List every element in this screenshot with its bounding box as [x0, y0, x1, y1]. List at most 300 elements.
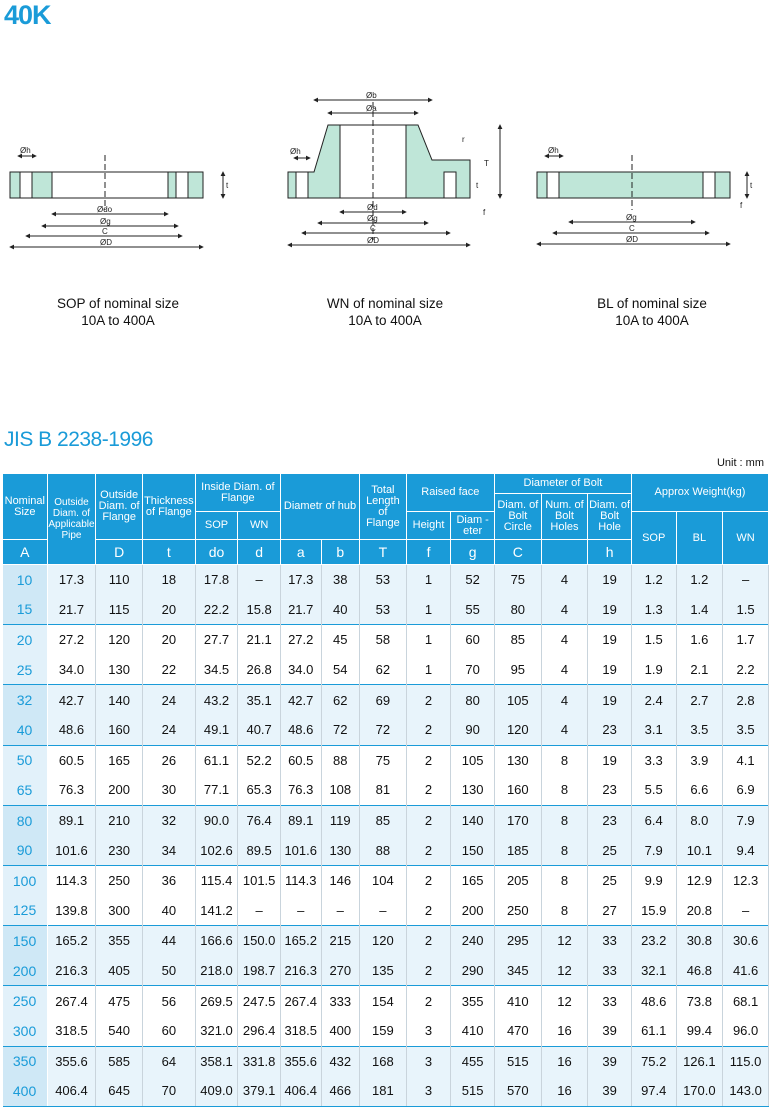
table-cell: 247.5: [238, 986, 281, 1016]
table-cell: 146: [321, 865, 360, 895]
table-cell: 400: [321, 1016, 360, 1046]
table-cell: 53: [360, 565, 407, 595]
table-cell: 22.2: [195, 595, 238, 625]
table-cell: 9.4: [723, 835, 769, 865]
th-weight: Approx Weight(kg): [631, 474, 768, 512]
th-num-holes: Num. of Bolt Holes: [541, 494, 588, 540]
table-cell: 16: [541, 1076, 588, 1106]
wn-a-label: Øa: [366, 104, 377, 113]
table-cell: 250: [494, 896, 541, 926]
table-cell: 40.7: [238, 715, 281, 745]
flange-diagrams: [0, 80, 770, 280]
table-cell: 105: [494, 685, 541, 715]
table-cell: 1: [406, 595, 451, 625]
table-cell: 1.9: [631, 655, 676, 685]
table-cell: 4: [541, 715, 588, 745]
bl-g-label: Øg: [626, 213, 637, 222]
table-cell: 120: [360, 926, 407, 956]
table-cell: 81: [360, 775, 407, 805]
table-cell: 2.7: [676, 685, 723, 715]
table-cell: 60: [451, 625, 495, 655]
table-cell: 70: [451, 655, 495, 685]
nominal-size-cell: 100: [3, 865, 48, 895]
table-cell: 89.1: [280, 805, 321, 835]
table-cell: 455: [451, 1046, 495, 1076]
wn-caption-line1: WN of nominal size: [326, 296, 444, 311]
table-cell: 72: [360, 715, 407, 745]
table-cell: 1.5: [631, 625, 676, 655]
table-cell: 1.2: [676, 565, 723, 595]
table-cell: 198.7: [238, 956, 281, 986]
table-cell: 295: [494, 926, 541, 956]
table-cell: 24: [142, 685, 195, 715]
table-cell: 4: [541, 625, 588, 655]
table-cell: 130: [321, 835, 360, 865]
table-cell: 85: [494, 625, 541, 655]
table-cell: 21.7: [280, 595, 321, 625]
table-cell: 88: [360, 835, 407, 865]
table-cell: 585: [96, 1046, 143, 1076]
table-cell: 76.4: [238, 805, 281, 835]
table-cell: 61.1: [195, 745, 238, 775]
th-diam-hub: Diametr of hub: [280, 474, 359, 540]
table-cell: 267.4: [280, 986, 321, 1016]
table-cell: 60: [142, 1016, 195, 1046]
nominal-size-cell: 32: [3, 685, 48, 715]
table-cell: 48.6: [47, 715, 96, 745]
table-cell: 12.9: [676, 865, 723, 895]
table-cell: 9.9: [631, 865, 676, 895]
table-cell: 17.3: [280, 565, 321, 595]
table-cell: –: [723, 565, 769, 595]
nominal-size-cell: 20: [3, 625, 48, 655]
table-cell: 30.6: [723, 926, 769, 956]
table-cell: 75: [494, 565, 541, 595]
table-cell: 27.2: [280, 625, 321, 655]
table-row: [3, 986, 769, 1016]
table-cell: 23: [588, 775, 632, 805]
nominal-size-cell: 90: [3, 835, 48, 865]
unit-label: Unit : mm: [716, 457, 764, 469]
table-cell: –: [238, 565, 281, 595]
table-cell: 8: [541, 775, 588, 805]
table-cell: 48.6: [280, 715, 321, 745]
table-cell: 43.2: [195, 685, 238, 715]
table-cell: 12: [541, 956, 588, 986]
sym-d: d: [238, 540, 281, 565]
table-cell: 89.5: [238, 835, 281, 865]
sym-h: h: [588, 540, 632, 565]
table-cell: 15.9: [631, 896, 676, 926]
th-height: Height: [406, 512, 451, 540]
table-cell: 85: [360, 805, 407, 835]
table-cell: 267.4: [47, 986, 96, 1016]
table-cell: 290: [451, 956, 495, 986]
table-cell: 102.6: [195, 835, 238, 865]
sop-diagram: [10, 146, 229, 247]
table-cell: 42.7: [47, 685, 96, 715]
table-cell: 34: [142, 835, 195, 865]
table-cell: 119: [321, 805, 360, 835]
table-cell: 355: [451, 986, 495, 1016]
sym-A: A: [3, 540, 48, 565]
table-cell: 70: [142, 1076, 195, 1106]
sym-C: C: [494, 540, 541, 565]
table-cell: 170: [494, 805, 541, 835]
bl-t-label: t: [750, 181, 753, 190]
table-body: [3, 565, 769, 1107]
table-cell: 4: [541, 655, 588, 685]
table-cell: 76.3: [47, 775, 96, 805]
table-cell: 90.0: [195, 805, 238, 835]
table-cell: 8: [541, 835, 588, 865]
table-cell: 38: [321, 565, 360, 595]
table-cell: 409.0: [195, 1076, 238, 1106]
table-cell: 1.7: [723, 625, 769, 655]
table-row: [3, 835, 769, 865]
table-cell: –: [321, 896, 360, 926]
table-cell: 76.3: [280, 775, 321, 805]
wn-caption-line2: 10A to 400A: [348, 313, 422, 328]
nominal-size-cell: 10: [3, 565, 48, 595]
th-diam-bolt: Diameter of Bolt: [494, 474, 631, 494]
table-cell: 19: [588, 625, 632, 655]
table-cell: 181: [360, 1076, 407, 1106]
table-row: [3, 1076, 769, 1106]
table-cell: 19: [588, 595, 632, 625]
table-cell: 1.4: [676, 595, 723, 625]
table-cell: 200: [451, 896, 495, 926]
table-cell: 8: [541, 896, 588, 926]
table-cell: 333: [321, 986, 360, 1016]
nominal-size-cell: 65: [3, 775, 48, 805]
sop-c-label: C: [102, 227, 108, 236]
table-cell: 130: [494, 745, 541, 775]
table-cell: 88: [321, 745, 360, 775]
table-cell: 16: [541, 1046, 588, 1076]
table-row: [3, 745, 769, 775]
table-cell: 23.2: [631, 926, 676, 956]
table-cell: 1.3: [631, 595, 676, 625]
table-cell: 216.3: [47, 956, 96, 986]
table-cell: 8.0: [676, 805, 723, 835]
wn-D-label: ØD: [367, 236, 379, 245]
table-cell: 165.2: [280, 926, 321, 956]
th-weight-bl: BL: [676, 512, 723, 565]
th-raised-face: Raised face: [406, 474, 494, 512]
table-cell: 216.3: [280, 956, 321, 986]
table-cell: 3: [406, 1016, 451, 1046]
table-cell: –: [238, 896, 281, 926]
table-cell: 4: [541, 595, 588, 625]
table-cell: 41.6: [723, 956, 769, 986]
table-cell: 21.7: [47, 595, 96, 625]
bl-caption: [552, 295, 752, 329]
table-cell: 160: [96, 715, 143, 745]
sop-caption: [18, 295, 218, 329]
table-cell: 20.8: [676, 896, 723, 926]
nominal-size-cell: 25: [3, 655, 48, 685]
table-cell: 52: [451, 565, 495, 595]
table-cell: 23: [588, 805, 632, 835]
table-cell: 379.1: [238, 1076, 281, 1106]
table-cell: 2: [406, 685, 451, 715]
page-title: 40K: [4, 0, 51, 30]
table-cell: 2.4: [631, 685, 676, 715]
table-cell: 50: [142, 956, 195, 986]
table-cell: 25: [588, 835, 632, 865]
wn-g-label: Øg: [367, 214, 378, 223]
table-cell: 101.6: [280, 835, 321, 865]
table-cell: 331.8: [238, 1046, 281, 1076]
wn-r-label: r: [462, 135, 465, 144]
table-cell: 33: [588, 956, 632, 986]
table-cell: 2.1: [676, 655, 723, 685]
table-cell: 101.6: [47, 835, 96, 865]
sym-f: f: [406, 540, 451, 565]
table-cell: 2: [406, 926, 451, 956]
table-cell: 240: [451, 926, 495, 956]
table-cell: 3.9: [676, 745, 723, 775]
table-cell: 40: [142, 896, 195, 926]
table-cell: 21.1: [238, 625, 281, 655]
table-cell: 25: [588, 865, 632, 895]
table-cell: 185: [494, 835, 541, 865]
table-cell: 8: [541, 745, 588, 775]
table-cell: 1: [406, 625, 451, 655]
table-cell: 200: [96, 775, 143, 805]
wn-d-label: Ød: [367, 203, 378, 212]
table-cell: 2: [406, 775, 451, 805]
sop-t-label: t: [226, 181, 229, 190]
table-cell: 540: [96, 1016, 143, 1046]
wn-T-label: T: [484, 159, 489, 168]
table-cell: 60.5: [280, 745, 321, 775]
table-cell: 3.1: [631, 715, 676, 745]
table-cell: 6.4: [631, 805, 676, 835]
table-cell: 89.1: [47, 805, 96, 835]
table-cell: 77.1: [195, 775, 238, 805]
table-cell: 355: [96, 926, 143, 956]
wn-f-label: f: [483, 208, 486, 217]
table-cell: 515: [451, 1076, 495, 1106]
nominal-size-cell: 15: [3, 595, 48, 625]
nominal-size-cell: 350: [3, 1046, 48, 1076]
table-cell: 101.5: [238, 865, 281, 895]
table-cell: 34.0: [47, 655, 96, 685]
table-cell: 33: [588, 926, 632, 956]
table-cell: 165.2: [47, 926, 96, 956]
table-cell: 1: [406, 655, 451, 685]
table-cell: 570: [494, 1076, 541, 1106]
table-cell: 1.2: [631, 565, 676, 595]
table-cell: 30.8: [676, 926, 723, 956]
table-cell: 410: [494, 986, 541, 1016]
table-cell: 4: [541, 565, 588, 595]
table-cell: 406.4: [47, 1076, 96, 1106]
table-cell: 54: [321, 655, 360, 685]
table-cell: 3.5: [676, 715, 723, 745]
table-cell: 104: [360, 865, 407, 895]
table-cell: 27.7: [195, 625, 238, 655]
table-cell: 168: [360, 1046, 407, 1076]
table-cell: 32: [142, 805, 195, 835]
table-cell: 2: [406, 896, 451, 926]
sym-D: D: [96, 540, 143, 565]
table-cell: 3: [406, 1076, 451, 1106]
table-cell: 46.8: [676, 956, 723, 986]
table-cell: 2: [406, 865, 451, 895]
table-cell: 26: [142, 745, 195, 775]
table-cell: 80: [494, 595, 541, 625]
table-cell: 2: [406, 986, 451, 1016]
table-cell: 7.9: [723, 805, 769, 835]
th-total-length: Total Length of Flange: [360, 474, 407, 540]
th-outside-diam-flange: Outside Diam. of Flange: [96, 474, 143, 540]
table-row: [3, 625, 769, 655]
sop-do-label: Ødo: [97, 205, 113, 214]
table-cell: 60.5: [47, 745, 96, 775]
table-cell: 410: [451, 1016, 495, 1046]
table-cell: 19: [588, 685, 632, 715]
table-cell: 135: [360, 956, 407, 986]
nominal-size-cell: 40: [3, 715, 48, 745]
table-cell: 114.3: [280, 865, 321, 895]
table-cell: 33: [588, 986, 632, 1016]
table-cell: 150: [451, 835, 495, 865]
table-cell: 4.1: [723, 745, 769, 775]
table-cell: 36: [142, 865, 195, 895]
table-cell: 300: [96, 896, 143, 926]
table-cell: 26.8: [238, 655, 281, 685]
table-cell: 215: [321, 926, 360, 956]
table-cell: 97.4: [631, 1076, 676, 1106]
table-cell: 62: [360, 655, 407, 685]
sym-g: g: [451, 540, 495, 565]
table-cell: 205: [494, 865, 541, 895]
table-cell: 210: [96, 805, 143, 835]
table-cell: 269.5: [195, 986, 238, 1016]
table-cell: 19: [588, 565, 632, 595]
table-cell: 270: [321, 956, 360, 986]
bl-f-label: f: [740, 201, 743, 210]
table-cell: 321.0: [195, 1016, 238, 1046]
th-outside-diam-pipe: Outside Diam. of Applicable Pipe: [47, 474, 96, 565]
table-cell: 20: [142, 595, 195, 625]
bl-caption-line2: 10A to 400A: [615, 313, 689, 328]
nominal-size-cell: 50: [3, 745, 48, 775]
table-cell: 39: [588, 1016, 632, 1046]
table-cell: 24: [142, 715, 195, 745]
sym-do: do: [195, 540, 238, 565]
table-cell: 7.9: [631, 835, 676, 865]
th-thickness: Thickness of Flange: [142, 474, 195, 540]
table-cell: 140: [96, 685, 143, 715]
table-row: [3, 715, 769, 745]
table-cell: 53: [360, 595, 407, 625]
table-cell: 230: [96, 835, 143, 865]
th-diameter: Diam -eter: [451, 512, 495, 540]
table-cell: 17.8: [195, 565, 238, 595]
table-row: [3, 805, 769, 835]
table-cell: 39: [588, 1076, 632, 1106]
sym-t: t: [142, 540, 195, 565]
table-row: [3, 1016, 769, 1046]
sym-T: T: [360, 540, 407, 565]
wn-b-label: Øb: [366, 91, 377, 100]
table-cell: 115.0: [723, 1046, 769, 1076]
th-weight-sop: SOP: [631, 512, 676, 565]
table-cell: 2: [406, 715, 451, 745]
table-cell: 44: [142, 926, 195, 956]
nominal-size-cell: 80: [3, 805, 48, 835]
table-cell: 18: [142, 565, 195, 595]
table-cell: 20: [142, 625, 195, 655]
table-cell: –: [360, 896, 407, 926]
sop-g-label: Øg: [100, 217, 111, 226]
table-cell: 27: [588, 896, 632, 926]
table-row: [3, 926, 769, 956]
table-cell: 19: [588, 655, 632, 685]
table-cell: 4: [541, 685, 588, 715]
table-cell: 140: [451, 805, 495, 835]
th-inside-wn: WN: [238, 512, 281, 540]
wn-c-label: C: [370, 224, 376, 233]
table-cell: 69: [360, 685, 407, 715]
table-cell: 22: [142, 655, 195, 685]
table-cell: 99.4: [676, 1016, 723, 1046]
wn-h-label: Øh: [290, 147, 301, 156]
table-row: [3, 896, 769, 926]
table-cell: 48.6: [631, 986, 676, 1016]
table-cell: 52.2: [238, 745, 281, 775]
table-cell: 150.0: [238, 926, 281, 956]
th-bolt-circle: Diam. of Bolt Circle: [494, 494, 541, 540]
table-cell: 170.0: [676, 1076, 723, 1106]
nominal-size-cell: 150: [3, 926, 48, 956]
th-bolt-hole: Diam. of Bolt Hole: [588, 494, 632, 540]
table-cell: 3.3: [631, 745, 676, 775]
th-inside-diam: Inside Diam. of Flange: [195, 474, 280, 512]
table-cell: 355.6: [47, 1046, 96, 1076]
table-row: [3, 595, 769, 625]
nominal-size-cell: 250: [3, 986, 48, 1016]
table-cell: 45: [321, 625, 360, 655]
table-cell: 75.2: [631, 1046, 676, 1076]
wn-t-label: t: [476, 181, 479, 190]
nominal-size-cell: 125: [3, 896, 48, 926]
table-cell: 358.1: [195, 1046, 238, 1076]
table-cell: –: [280, 896, 321, 926]
table-cell: 2: [406, 956, 451, 986]
table-cell: 15.8: [238, 595, 281, 625]
table-cell: 8: [541, 805, 588, 835]
th-nominal-size: Nominal Size: [3, 474, 48, 540]
table-cell: 19: [588, 745, 632, 775]
table-cell: 114.3: [47, 865, 96, 895]
table-row: [3, 865, 769, 895]
table-cell: 126.1: [676, 1046, 723, 1076]
nominal-size-cell: 200: [3, 956, 48, 986]
sym-a: a: [280, 540, 321, 565]
table-cell: 64: [142, 1046, 195, 1076]
table-cell: 2: [406, 805, 451, 835]
sop-caption-line1: SOP of nominal size: [56, 296, 180, 311]
table-cell: 470: [494, 1016, 541, 1046]
table-cell: 120: [494, 715, 541, 745]
table-cell: 90: [451, 715, 495, 745]
table-cell: 75: [360, 745, 407, 775]
